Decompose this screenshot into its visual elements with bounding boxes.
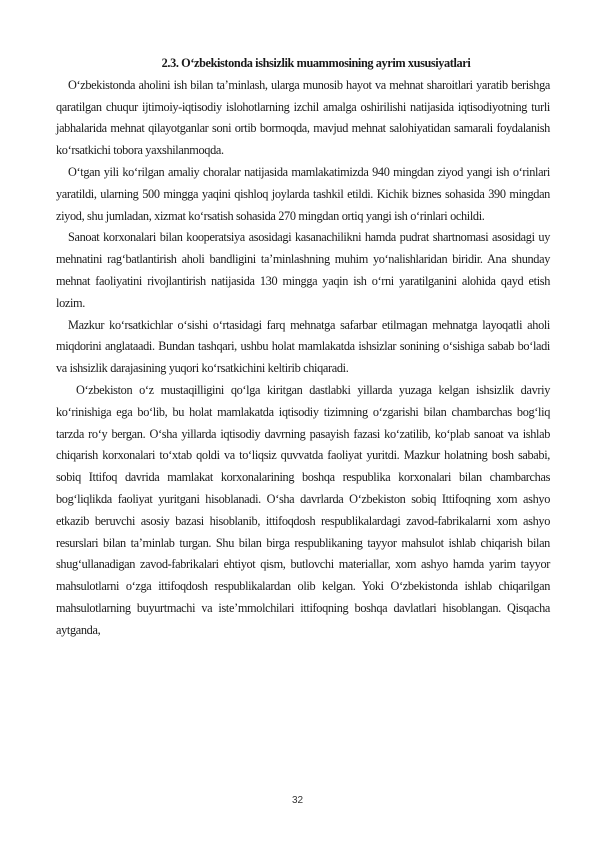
paragraph: O‘zbekistonda aholini ish bilan ta’minlash, ularga munosib hayot va mehnat sharoitlari yaratib berishga qaratilgan chuqur ijtimoiy-iqtisodiy islohotlarning izchil amalga oshirilishi natijasida iqtisodiyotning turli jabhalarida mehnat qilayotganlar soni ortib bormoqda, mavjud mehnat salohiyatidan samarali foydalanish ko‘rsatkichi tobora yaxshilanmoqda.	[56, 77, 550, 158]
paragraph: Mazkur ko‘rsatkichlar o‘sishi o‘rtasidagi farq mehnatga safarbar etilmagan mehnatga layoqatli aholi miqdorini anglataadi. Bundan tashqari, ushbu holat mamlakatda ishsizlar sonining o‘sishiga sabab bo‘ladi va ishsizlik darajasining yuqori ko‘rsatkichini keltirib chiqaradi.	[56, 317, 550, 376]
paragraph: O‘zbekiston o‘z mustaqilligini qo‘lga kiritgan dastlabki yillarda yuzaga kelgan ishsizlik davriy ko‘rinishiga ega bo‘lib, bu holat mamlakatda iqtisodiy tizimning o‘zgarishi bilan chambarchas bog‘liq tarzda ro‘y bergan. O‘sha yillarda iqtisodiy davrning pasayish fazasi ko‘zatilib, ko‘plab sanoat va ishlab chiqarish korxonalari to‘xtab qoldi va to‘liqsiz quvvatda faoliyat yuritdi. Mazkur holatning bosh sababi, sobiq Ittifoq davrida mamlakat korxonalarining boshqa respublika korxonalari bilan chambarchas bog‘liqlikda faoliyat yuritgani hisoblanadi. O‘sha davrlarda O‘zbekiston sobiq Ittifoqning xom ashyo etkazib beruvchi asosiy bazasi hisoblanib, ittifoqdosh respublikalardagi zavod-fabrikalarni xom ashyo resurslari bilan ta’minlab turgan. Shu bilan birga respublikaning tayyor mahsulot ishlab chiqarish bilan shug‘ullanadigan zavod-fabrikalari ehtiyot qism, butlovchi materiallar, xom ashyo hamda yarim tayyor mahsulotlarni o‘zga ittifoqdosh respublikalardan olib kelgan. Yoki O‘zbekistonda ishlab chiqarilgan mahsulotlarning buyurtmachi va iste’mmolchilari ittifoqning boshqa davlatlari hisoblangan. Qisqacha aytganda,	[56, 382, 550, 637]
paragraph: O‘tgan yili ko‘rilgan amaliy choralar natijasida mamlakatimizda 940 mingdan ziyod yangi ish o‘rinlari yaratildi, ularning 500 mingga yaqini qishloq joylarda tashkil etildi. Kichik biznes sohasida 390 mingdan ziyod, shu jumladan, xizmat ko‘rsatish sohasida 270 mingdan ortiq yangi ish o‘rinlari ochildi.	[56, 164, 550, 223]
document-body	[56, 53, 550, 642]
paragraph: Sanoat korxonalari bilan kooperatsiya asosidagi kasanachilikni hamda pudrat shartnomasi asosidagi uy mehnatini rag‘batlantirish aholi bandligini ta’minlashning muhim yo‘nalishlaridan biridir. Ana shunday mehnat faoliyatini rivojlantirish natijasida 130 mingga yaqin ish o‘rni yaratilganini alohida qayd etish lozim.	[56, 230, 550, 310]
section-title: 2.3. O‘zbekistonda ishsizlik muammosining ayrim xususiyatlari	[161, 56, 471, 70]
page-number: 32	[291, 795, 304, 806]
